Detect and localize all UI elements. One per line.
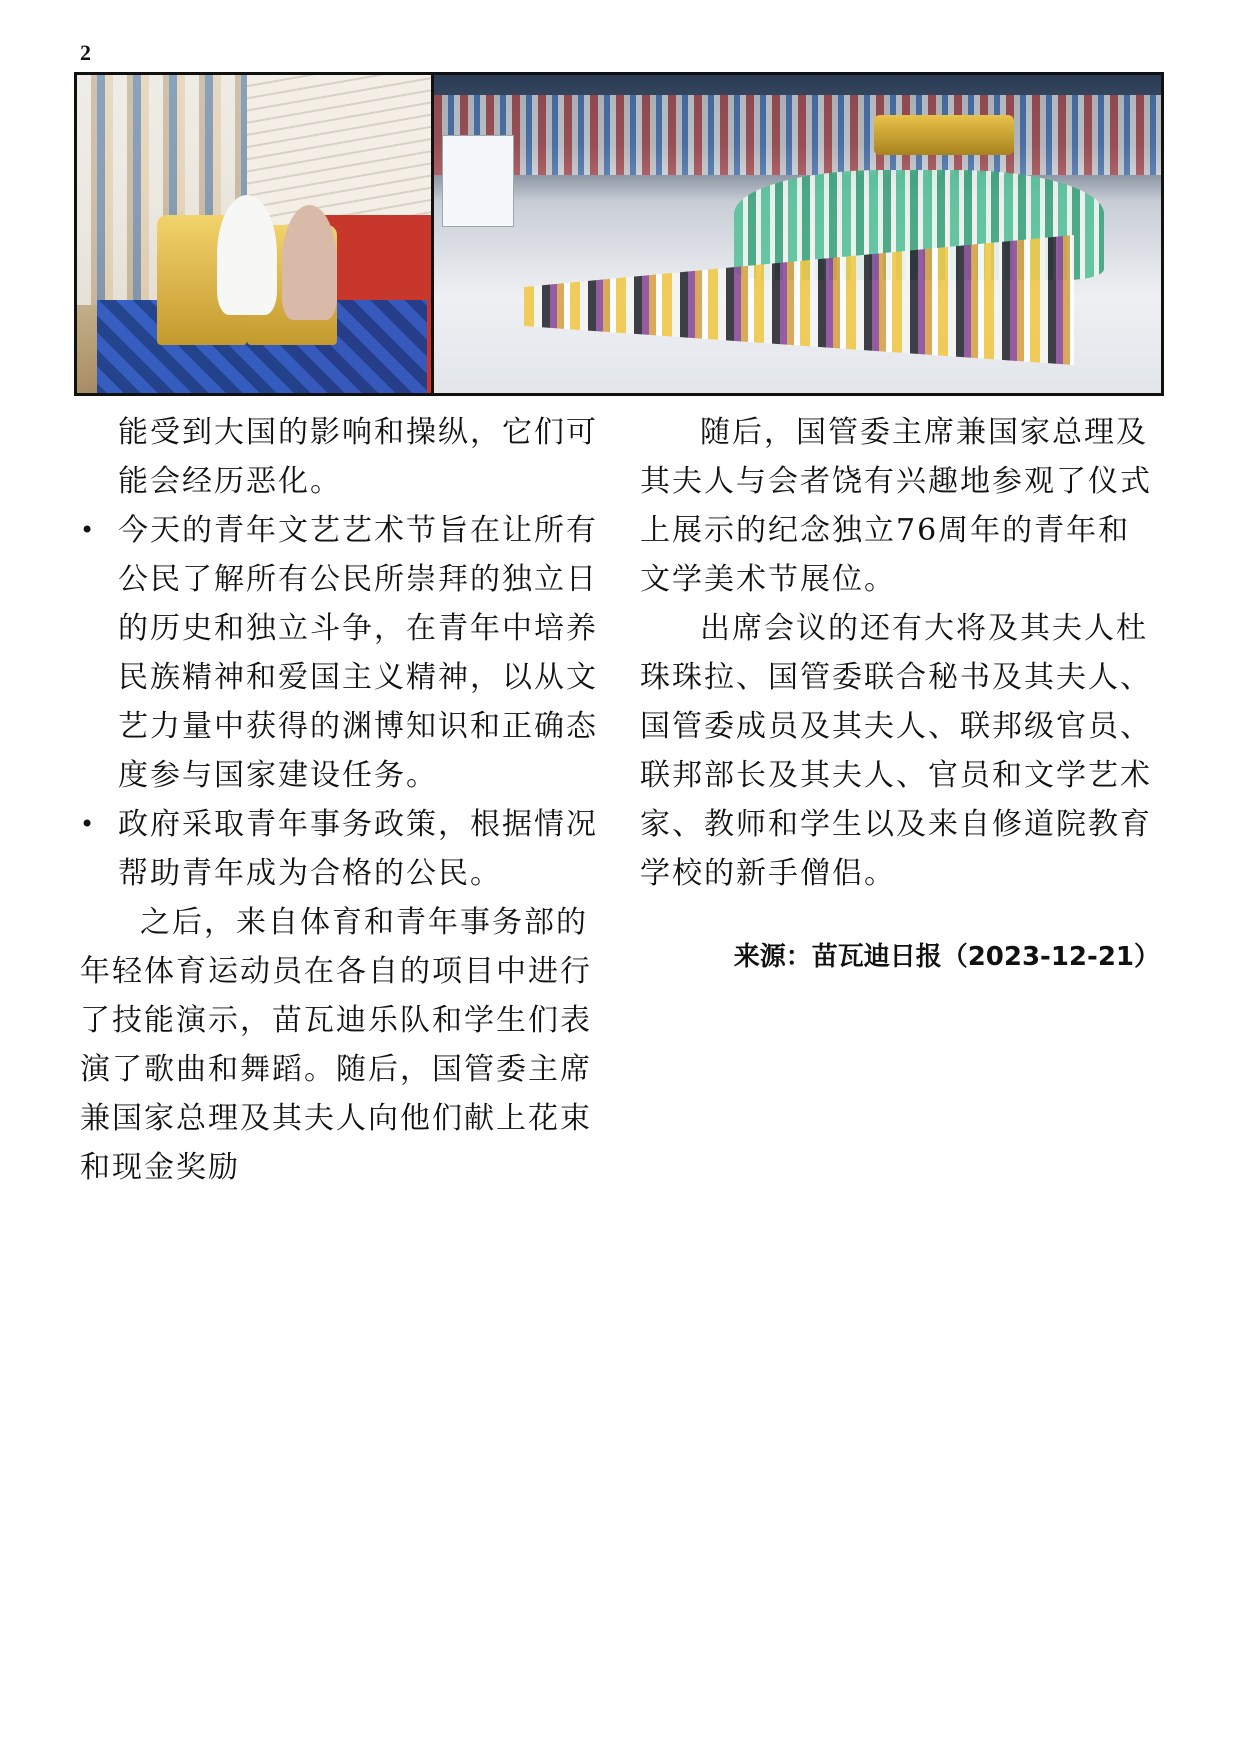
left-column	[80, 408, 602, 1192]
photo-dignitaries-seated	[77, 75, 431, 393]
source-citation: 来源：苗瓦迪日报（2023-12-21）	[733, 942, 1160, 972]
golden-stage-boat	[874, 115, 1014, 155]
dignitary-figure	[282, 205, 337, 320]
body-paragraph: 随后，国管委主席兼国家总理及其夫人与会者饶有兴趣地参观了仪式上展示的纪念独立76周年的青年和文学美术节展位。	[640, 415, 1152, 597]
dignitary-figure	[217, 195, 277, 315]
right-column	[640, 408, 1160, 898]
continued-text: 能受到大国的影响和操纵，它们可能会经历恶化。	[118, 415, 598, 499]
event-banner	[442, 135, 514, 227]
page-number: 2	[80, 40, 91, 65]
photo-strip	[74, 72, 1164, 396]
body-paragraph: 出席会议的还有大将及其夫人杜珠珠拉、国管委联合秘书及其夫人、国管委成员及其夫人、联邦级官员、联邦部长及其夫人、官员和文学艺术家、教师和学生以及来自修道院教育学校的新手僧侣。	[640, 611, 1152, 891]
bullet-item: • 政府采取青年事务政策，根据情况帮助青年成为合格的公民。	[80, 800, 602, 898]
bullet-item: • 今天的青年文艺艺术节旨在让所有公民了解所有公民所崇拜的独立日的历史和独立斗争，在青年中培养民族精神和爱国主义精神，以从文艺力量中获得的渊博知识和正确态度参与国家建设任务。	[80, 506, 602, 800]
body-paragraph: 之后，来自体育和青年事务部的年轻体育运动员在各自的项目中进行了技能演示，苗瓦迪乐队和学生们表演了歌曲和舞蹈。随后，国管委主席兼国家总理及其夫人向他们献上花束和现金奖励	[80, 905, 592, 1185]
stadium-stands	[434, 95, 1161, 175]
stadium-stairs	[247, 75, 431, 235]
photo-stadium-ceremony	[434, 75, 1161, 393]
